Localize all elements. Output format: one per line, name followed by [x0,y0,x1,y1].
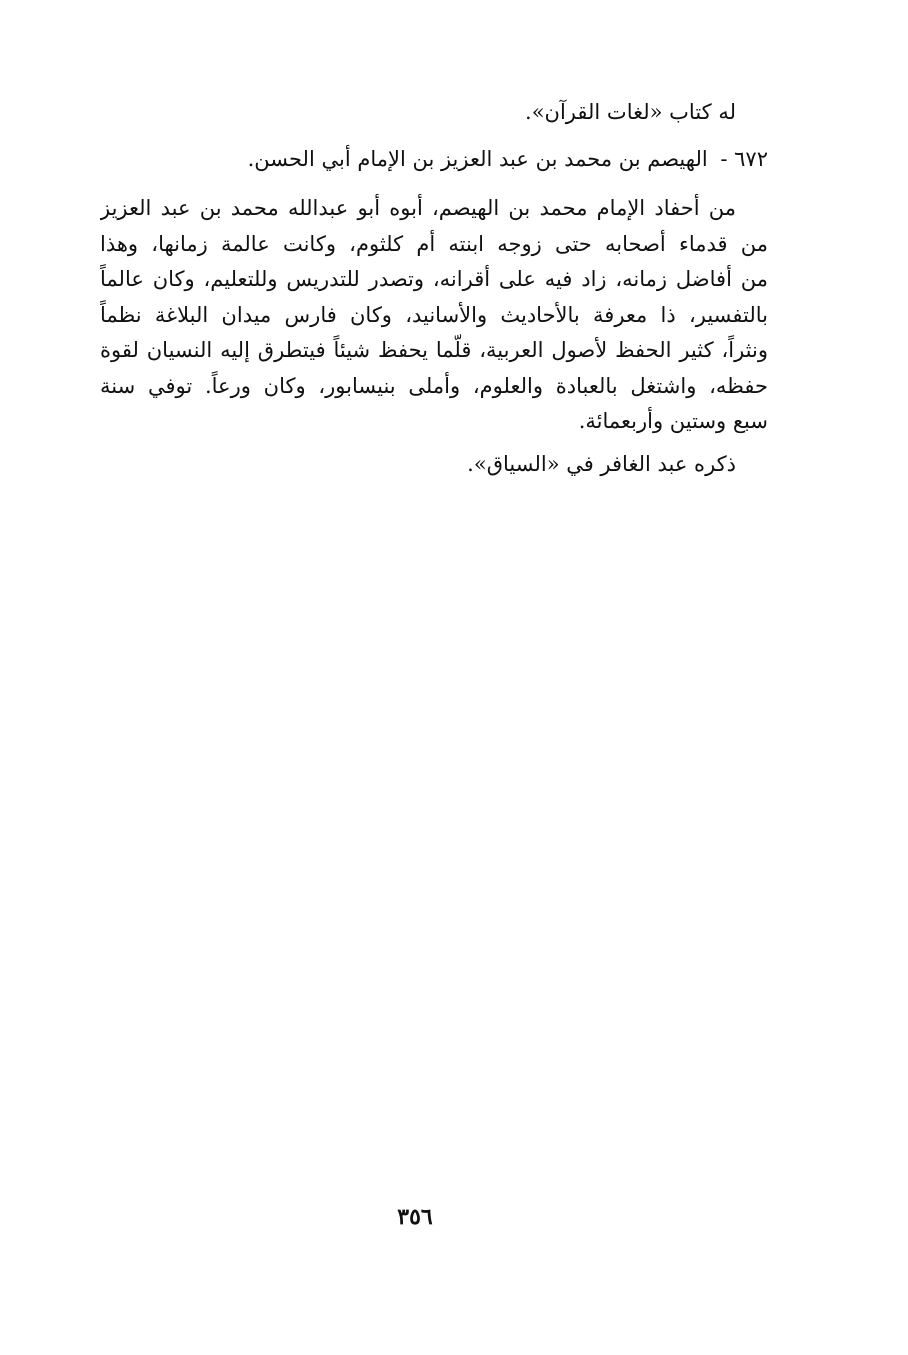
body-line: من قدماء أصحابه حتى زوجه ابنته أم كلثوم، وكانت عالمة زمانها، وهذا [100,231,768,256]
body-line: سبع وستين وأربعمائة. [578,409,768,433]
body-line: من أحفاد الإمام محمد بن الهيصم، أبوه أبو عبدالله محمد بن عبد العزيز [100,196,736,220]
entry-body [100,191,768,440]
source-citation: ذكره عبد الغافر في «السياق». [467,451,736,476]
entry-name: الهيصم بن محمد بن عبد العزيز بن الإمام أبي الحسن. [247,147,708,171]
body-line: بالتفسير، ذا معرفة بالأحاديث والأسانيد، وكان فارس ميدان البلاغة نظماً [100,302,768,327]
page-number: ٣٥٦ [397,1204,433,1230]
entry-number: ٦٧٢ - [720,147,768,171]
page-text [100,96,768,480]
body-line: حفظه، واشتغل بالعبادة والعلوم، وأملى بنيسابور، وكان ورعاً. توفي سنة [100,373,768,398]
previous-entry-tail: له كتاب «لغات القرآن». [525,100,736,124]
body-line: من أفاضل زمانه، زاد فيه على أقرانه، وتصدر للتدريس وللتعليم، وكان عالماً [100,267,768,291]
entry-heading [100,143,768,175]
body-line: ونثراً، كثير الحفظ لأصول العربية، قلّما يحفظ شيئاً فيتطرق إليه النسيان لقوة [100,338,768,362]
